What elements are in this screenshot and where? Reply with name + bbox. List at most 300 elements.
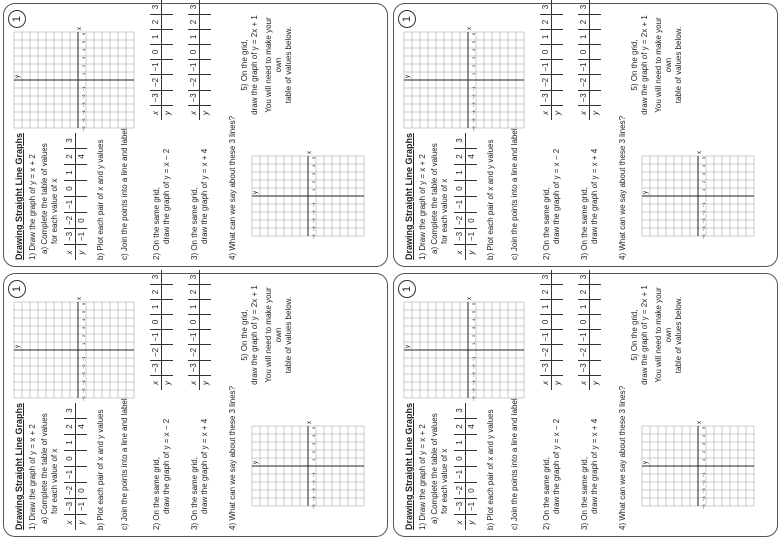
table-cell: 0 [150, 314, 162, 329]
table-cell [466, 467, 478, 483]
table-cell: −2 [540, 345, 552, 360]
y-axis-label: y [253, 191, 259, 194]
tick-label: 5 [701, 426, 706, 429]
tick-label: 2 [701, 180, 706, 183]
tick-label: 5 [81, 40, 86, 43]
table-cell: 1 [64, 165, 76, 181]
tick-label: 5 [311, 156, 316, 159]
table-cell [552, 360, 564, 375]
table-label-y: y [590, 376, 602, 390]
tick-label: 2 [311, 450, 316, 453]
table-cell [590, 75, 602, 90]
tick-label: 6 [81, 32, 86, 35]
table-cell [590, 90, 602, 105]
table-cell [552, 29, 564, 44]
table-row-y [466, 133, 478, 260]
table-label-x: x [188, 106, 200, 120]
table-cell: −2 [188, 345, 200, 360]
table-cell: −1 [77, 231, 86, 242]
table-cell: −1 [540, 59, 552, 74]
tick-label: 2 [311, 180, 316, 183]
question-4: 4) What can we say about these 3 lines? [618, 115, 627, 260]
table-cell [466, 403, 478, 419]
table-cell: 0 [466, 483, 478, 499]
tick-label: −2 [701, 480, 706, 485]
question-5-line4: table of values below. [674, 296, 683, 374]
y-axis-label: y [643, 191, 649, 194]
question-4: 4) What can we say about these 3 lines? [618, 385, 627, 530]
table-cell: 1 [578, 299, 590, 314]
small-axes-grid [248, 148, 372, 240]
question-2-line2: draw the graph of y = x − 2 [552, 418, 561, 514]
table-cell [162, 329, 174, 344]
table-label-y: y [162, 106, 174, 120]
question-1b: b) Plot each pair of x and y values [486, 139, 495, 260]
worksheet-copy-2 [390, 0, 780, 270]
page-number: 1 [8, 10, 26, 28]
question-5-line3: You will need to make your own [264, 287, 283, 383]
question-5-line3: You will need to make your own [264, 17, 283, 113]
table-cell: 2 [188, 285, 200, 300]
question-5-line2: draw the graph of y = 2x + 1 [640, 15, 649, 115]
tick-label: −3 [471, 102, 476, 107]
table-cell [162, 285, 174, 300]
table-cell [76, 181, 88, 197]
tick-label: 5 [81, 310, 86, 313]
tick-label: −6 [471, 396, 476, 401]
table-cell: −1 [540, 329, 552, 344]
table-cell: 3 [540, 270, 552, 285]
small-axes-grid [638, 148, 762, 240]
value-table-q1 [454, 133, 477, 260]
question-2-line2: draw the graph of y = x − 2 [162, 148, 171, 244]
x-axis-label: x [467, 27, 473, 30]
table-cell: −2 [578, 345, 590, 360]
value-table-q1 [64, 403, 87, 530]
table-cell: −3 [150, 90, 162, 105]
tick-label: 5 [311, 426, 316, 429]
tick-label: −2 [471, 94, 476, 99]
question-2-line2: draw the graph of y = x − 2 [552, 148, 561, 244]
table-cell [466, 451, 478, 467]
table-label-y: y [552, 106, 564, 120]
tick-label: 4 [311, 164, 316, 167]
table-label-y: y [200, 376, 212, 390]
table-cell [76, 435, 88, 451]
question-2-line2: draw the graph of y = x − 2 [162, 418, 171, 514]
tick-label: −4 [471, 380, 476, 385]
tick-label: 1 [311, 188, 316, 191]
main-axes-grid [400, 297, 530, 401]
x-axis-label: x [77, 297, 83, 300]
table-cell: 3 [454, 133, 466, 149]
table-cell: 3 [150, 0, 162, 15]
table-cell: −3 [188, 90, 200, 105]
table-label-x: x [188, 376, 200, 390]
tick-label: 1 [471, 342, 476, 345]
table-label-y: y [466, 515, 478, 531]
question-5-line2: draw the graph of y = 2x + 1 [640, 285, 649, 385]
table-cell [200, 299, 212, 314]
tick-label: −4 [471, 110, 476, 115]
value-table-q3 [578, 270, 601, 390]
question-1c: c) Join the points into a line and label [120, 398, 129, 530]
table-cell [466, 197, 478, 213]
value-table-q2 [540, 0, 563, 120]
table-cell: −3 [540, 360, 552, 375]
question-5 [240, 280, 294, 390]
tick-label: 3 [471, 56, 476, 59]
table-cell: 2 [540, 15, 552, 30]
question-1a: a) Complete the table of values [40, 143, 49, 254]
y-axis-label: y [15, 345, 21, 348]
table-cell: 2 [150, 285, 162, 300]
table-cell [552, 345, 564, 360]
page-number: 1 [398, 280, 416, 298]
table-cell: 0 [150, 44, 162, 59]
question-5-line3: You will need to make your own [654, 17, 673, 113]
tick-label: −1 [701, 202, 706, 207]
table-cell [200, 90, 212, 105]
tick-label: −1 [311, 472, 316, 477]
x-axis-label: x [77, 27, 83, 30]
tick-label: 5 [701, 156, 706, 159]
table-cell: 2 [454, 419, 466, 435]
worksheet-title: Drawing Straight Line Graphs [404, 132, 414, 260]
tick-label: 1 [311, 458, 316, 461]
table-cell [590, 314, 602, 329]
tick-label: −4 [701, 496, 706, 501]
table-cell [76, 165, 88, 181]
question-2-line1: 2) On the same grid, [152, 187, 161, 260]
question-3-line1: 3) On the same grid, [580, 457, 589, 530]
table-cell: −3 [454, 229, 466, 245]
tick-label: −2 [311, 210, 316, 215]
table-label-y: y [76, 245, 88, 261]
table-label-x: x [540, 376, 552, 390]
question-2-line1: 2) On the same grid, [542, 187, 551, 260]
table-cell: 2 [64, 419, 76, 435]
tick-label: 6 [81, 302, 86, 305]
question-2-line1: 2) On the same grid, [542, 457, 551, 530]
table-cell [590, 360, 602, 375]
main-axes-grid [10, 27, 140, 131]
table-row-x [150, 270, 162, 390]
table-cell: −3 [188, 360, 200, 375]
question-3-line1: 3) On the same grid, [190, 187, 199, 260]
table-row-x [540, 0, 552, 120]
main-axes-grid [10, 297, 140, 401]
table-row-y [162, 270, 174, 390]
question-5-line2: draw the graph of y = 2x + 1 [250, 285, 259, 385]
tick-label: 2 [471, 334, 476, 337]
question-5 [630, 280, 684, 390]
tick-label: 3 [311, 172, 316, 175]
tick-label: 3 [471, 326, 476, 329]
table-cell: 3 [578, 0, 590, 15]
table-cell [162, 345, 174, 360]
question-5-line4: table of values below. [284, 296, 293, 374]
tick-label: 1 [701, 458, 706, 461]
table-row-y [76, 133, 88, 260]
table-cell: −2 [64, 213, 76, 229]
table-cell [590, 285, 602, 300]
y-axis-label: y [405, 75, 411, 78]
table-label-x: x [64, 515, 76, 531]
table-cell [590, 29, 602, 44]
tick-label: −2 [311, 480, 316, 485]
table-cell [590, 345, 602, 360]
table-cell [552, 59, 564, 74]
tick-label: −1 [471, 86, 476, 91]
question-4: 4) What can we say about these 3 lines? [228, 115, 237, 260]
table-row-x [540, 270, 552, 390]
table-cell: 0 [454, 181, 466, 197]
table-label-x: x [64, 245, 76, 261]
table-cell: 1 [150, 29, 162, 44]
table-row-y [552, 0, 564, 120]
table-cell: −3 [64, 499, 76, 515]
tick-label: −4 [81, 110, 86, 115]
question-1c: c) Join the points into a line and label [510, 398, 519, 530]
y-axis-label: y [253, 461, 259, 464]
table-cell: −1 [64, 197, 76, 213]
table-cell: 2 [64, 149, 76, 165]
table-cell: −1 [578, 59, 590, 74]
table-row-x [188, 270, 200, 390]
worksheet-copy-4 [390, 270, 780, 540]
question-1c: c) Join the points into a line and label [510, 128, 519, 260]
table-cell [200, 329, 212, 344]
question-1a-cont: for each value of x [50, 178, 59, 244]
tick-label: −6 [81, 126, 86, 131]
table-cell [200, 285, 212, 300]
tick-label: −2 [701, 210, 706, 215]
table-cell: 0 [76, 213, 88, 229]
table-cell [76, 451, 88, 467]
question-1: 1) Draw the graph of y = x + 2 [28, 424, 37, 530]
question-1a-cont: for each value of x [440, 178, 449, 244]
table-cell: 1 [454, 165, 466, 181]
table-label-x: x [454, 245, 466, 261]
table-cell [590, 44, 602, 59]
question-2-line1: 2) On the same grid, [152, 457, 161, 530]
tick-label: −5 [701, 504, 706, 509]
table-cell [162, 59, 174, 74]
table-cell: −2 [150, 345, 162, 360]
tick-label: −4 [311, 496, 316, 501]
table-cell: 2 [578, 15, 590, 30]
table-cell [590, 329, 602, 344]
table-cell: −2 [454, 483, 466, 499]
tick-label: −5 [311, 504, 316, 509]
tick-label: −1 [471, 356, 476, 361]
table-cell: −2 [540, 75, 552, 90]
table-cell: 0 [64, 451, 76, 467]
table-cell: 3 [64, 133, 76, 149]
table-cell: −2 [578, 75, 590, 90]
table-cell: −1 [64, 467, 76, 483]
question-1b: b) Plot each pair of x and y values [96, 139, 105, 260]
table-label-x: x [578, 106, 590, 120]
worksheet-card [390, 0, 780, 270]
tick-label: −5 [81, 388, 86, 393]
tick-label: 1 [81, 72, 86, 75]
table-cell: −2 [150, 75, 162, 90]
table-cell: −1 [150, 59, 162, 74]
x-axis-label: x [697, 421, 703, 424]
table-cell: 2 [540, 285, 552, 300]
table-cell [162, 270, 174, 285]
table-row-y [162, 0, 174, 120]
tick-label: −5 [311, 234, 316, 239]
table-cell [552, 0, 564, 15]
table-cell: 4 [76, 419, 88, 435]
table-label-y: y [162, 376, 174, 390]
tick-label: −4 [701, 226, 706, 231]
table-row-y [466, 403, 478, 530]
table-cell [162, 0, 174, 15]
table-cell: −3 [578, 360, 590, 375]
tick-label: −2 [81, 364, 86, 369]
table-cell: 0 [466, 213, 478, 229]
table-cell [162, 299, 174, 314]
table-cell: 4 [466, 149, 478, 165]
table-cell [590, 270, 602, 285]
table-row-x [454, 133, 466, 260]
table-cell: 0 [454, 451, 466, 467]
question-3-line2: draw the graph of y = x + 4 [200, 148, 209, 244]
table-label-y: y [552, 376, 564, 390]
question-1a: a) Complete the table of values [430, 413, 439, 524]
table-label-x: x [578, 376, 590, 390]
table-cell: 3 [578, 270, 590, 285]
tick-label: 2 [81, 334, 86, 337]
table-cell: 3 [64, 403, 76, 419]
tick-label: −1 [311, 202, 316, 207]
table-cell [76, 403, 88, 419]
tick-label: 3 [81, 56, 86, 59]
tick-label: 5 [471, 40, 476, 43]
question-4: 4) What can we say about these 3 lines? [228, 385, 237, 530]
table-cell [552, 285, 564, 300]
tick-label: −1 [81, 356, 86, 361]
worksheet-title: Drawing Straight Line Graphs [404, 402, 414, 530]
table-cell [590, 59, 602, 74]
question-5-line2: draw the graph of y = 2x + 1 [250, 15, 259, 115]
tick-label: 4 [311, 434, 316, 437]
table-row-x [578, 0, 590, 120]
table-label-y: y [590, 106, 602, 120]
table-cell: −3 [150, 360, 162, 375]
tick-label: −1 [81, 86, 86, 91]
table-cell: 1 [188, 299, 200, 314]
table-cell [200, 29, 212, 44]
table-cell [466, 435, 478, 451]
tick-label: −3 [701, 488, 706, 493]
table-cell [552, 299, 564, 314]
table-label-x: x [454, 515, 466, 531]
tick-label: 4 [701, 434, 706, 437]
value-table-q1 [64, 133, 87, 260]
worksheet-card [0, 270, 390, 540]
page-number: 1 [398, 10, 416, 28]
value-table-q3 [188, 270, 211, 390]
table-cell: −3 [454, 499, 466, 515]
table-cell: 2 [188, 15, 200, 30]
question-5-line4: table of values below. [284, 26, 293, 104]
value-table-q1 [454, 403, 477, 530]
tick-label: 4 [471, 48, 476, 51]
table-cell: −2 [454, 213, 466, 229]
y-axis-label: y [15, 75, 21, 78]
table-label-x: x [150, 106, 162, 120]
x-axis-label: x [307, 421, 313, 424]
tick-label: 2 [471, 64, 476, 67]
table-cell: 0 [188, 44, 200, 59]
table-cell: 0 [578, 314, 590, 329]
question-1a: a) Complete the table of values [430, 143, 439, 254]
question-1a-cont: for each value of x [50, 448, 59, 514]
table-cell: 0 [540, 44, 552, 59]
tick-label: −3 [701, 218, 706, 223]
table-cell: −1 [150, 329, 162, 344]
tick-label: 3 [311, 442, 316, 445]
tick-label: −3 [471, 372, 476, 377]
table-cell: 1 [454, 435, 466, 451]
table-cell [590, 299, 602, 314]
table-cell: 1 [188, 29, 200, 44]
table-cell: 1 [578, 29, 590, 44]
small-axes-grid [638, 418, 762, 510]
table-cell: −2 [188, 75, 200, 90]
table-cell: −3 [64, 229, 76, 245]
question-5 [630, 10, 684, 120]
table-cell [200, 44, 212, 59]
table-label-y: y [466, 245, 478, 261]
table-row-y [590, 0, 602, 120]
question-1: 1) Draw the graph of y = x + 2 [418, 154, 427, 260]
table-cell: 0 [578, 44, 590, 59]
tick-label: 1 [471, 72, 476, 75]
table-cell [162, 29, 174, 44]
tick-label: 6 [471, 32, 476, 35]
question-5-line1: 5) On the grid, [630, 309, 639, 361]
table-cell [162, 44, 174, 59]
worksheet-copy-1 [0, 0, 390, 270]
question-3-line2: draw the graph of y = x + 4 [200, 418, 209, 514]
table-row-y [76, 403, 88, 530]
table-cell: 0 [540, 314, 552, 329]
main-axes-grid [400, 27, 530, 131]
table-cell [466, 133, 478, 149]
question-1: 1) Draw the graph of y = x + 2 [28, 154, 37, 260]
x-axis-label: x [467, 297, 473, 300]
tick-label: 2 [701, 450, 706, 453]
tick-label: −5 [471, 118, 476, 123]
page-number: 1 [8, 280, 26, 298]
question-5 [240, 10, 294, 120]
table-cell: −1 [467, 501, 476, 512]
worksheet-copy-3 [0, 270, 390, 540]
table-cell [76, 133, 88, 149]
tick-label: 3 [81, 326, 86, 329]
table-cell: 0 [76, 483, 88, 499]
y-axis-label: y [405, 345, 411, 348]
table-cell [552, 75, 564, 90]
tick-label: 4 [81, 318, 86, 321]
table-cell [162, 15, 174, 30]
